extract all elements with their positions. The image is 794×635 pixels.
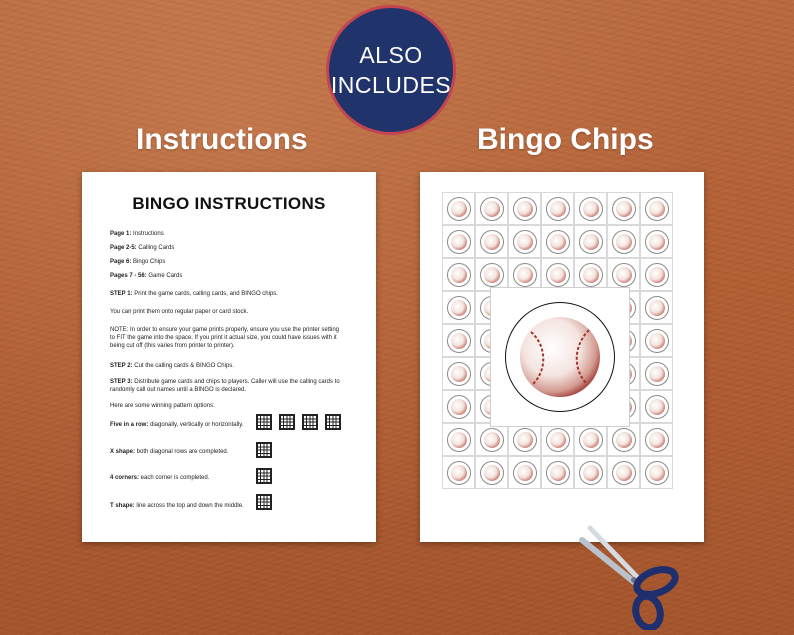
bingo-chip [546, 263, 570, 287]
bingo-chip [579, 197, 603, 221]
bingo-chip [645, 263, 669, 287]
chip-cell [541, 225, 574, 258]
baseball-icon [484, 267, 500, 283]
bingo-chip [513, 428, 537, 452]
bingo-chip [480, 197, 504, 221]
bingo-chip [645, 296, 669, 320]
chip-cell [640, 192, 673, 225]
chip-cell [442, 291, 475, 324]
baseball-icon [451, 300, 467, 316]
baseball-icon [451, 234, 467, 250]
baseball-icon [451, 432, 467, 448]
chip-cell [508, 225, 541, 258]
chip-cell [640, 324, 673, 357]
baseball-icon [616, 234, 632, 250]
chip-zoom-preview [490, 287, 630, 427]
chip-cell [607, 423, 640, 456]
chip-cell [640, 456, 673, 489]
chip-cell [442, 324, 475, 357]
chip-zoom-circle [505, 302, 615, 412]
badge-line-1: ALSO [359, 42, 423, 68]
baseball-icon [451, 465, 467, 481]
baseball-icon [517, 432, 533, 448]
instructions-page [82, 172, 376, 542]
chip-cell [607, 456, 640, 489]
bingo-chip [447, 230, 471, 254]
baseball-icon [550, 432, 566, 448]
baseball-icon [484, 432, 500, 448]
page-line: Pages 7 - 56: Game Cards [110, 273, 183, 279]
chip-cell [607, 225, 640, 258]
chip-cell [475, 192, 508, 225]
pattern-five-in-row: Five in a row: diagonally, vertically or horizontally. [110, 422, 244, 428]
chip-cell [640, 258, 673, 291]
chip-cell [442, 423, 475, 456]
chip-cell [442, 456, 475, 489]
instructions-heading: Instructions [136, 123, 308, 156]
baseball-icon [550, 267, 566, 283]
baseball-icon [616, 432, 632, 448]
chip-cell [541, 192, 574, 225]
chip-cell [475, 456, 508, 489]
baseball-icon [649, 333, 665, 349]
bingo-chip [645, 329, 669, 353]
step-1: STEP 1: Print the game cards, calling cards, and BINGO chips. [110, 291, 278, 297]
baseball-icon [451, 267, 467, 283]
chip-cell [475, 225, 508, 258]
chip-cell [574, 192, 607, 225]
chip-cell [574, 423, 607, 456]
bingo-chip [546, 461, 570, 485]
bingo-chip [612, 263, 636, 287]
bingo-chip [546, 230, 570, 254]
bingo-chip [513, 263, 537, 287]
bingo-chip [612, 230, 636, 254]
bingo-chip [447, 461, 471, 485]
bingo-chip [447, 395, 471, 419]
pattern-t-shape: T shape: line across the top and down the middle. [110, 503, 244, 509]
bingo-chip [645, 230, 669, 254]
baseball-icon [451, 366, 467, 382]
bingo-chip [447, 263, 471, 287]
baseball-icon [517, 465, 533, 481]
baseball-icon [451, 399, 467, 415]
print-note: You can print them onto regular paper or card stock. [110, 309, 249, 315]
patterns-intro: Here are some winning pattern options: [110, 403, 215, 409]
baseball-icon [583, 432, 599, 448]
baseball-icon [550, 234, 566, 250]
step-2: STEP 2: Cut the calling cards & BINGO Chips. [110, 363, 234, 369]
baseball-icon [616, 201, 632, 217]
baseball-icon [649, 432, 665, 448]
baseball-icon [484, 234, 500, 250]
chip-cell [442, 390, 475, 423]
baseball-icon [649, 399, 665, 415]
bingo-chip [447, 362, 471, 386]
step-3: STEP 3: Distribute game cards and chips to players. Caller will use the calling cards to randomly call out names until a BINGO is declared. [110, 379, 340, 393]
chip-cell [640, 390, 673, 423]
baseball-icon [583, 267, 599, 283]
chip-cell [541, 456, 574, 489]
chip-cell [574, 456, 607, 489]
bingo-chip [579, 263, 603, 287]
chip-cell [640, 225, 673, 258]
baseball-icon [583, 201, 599, 217]
bingo-chip [447, 197, 471, 221]
baseball-icon [616, 267, 632, 283]
baseball-icon [484, 201, 500, 217]
bingo-chip [480, 428, 504, 452]
baseball-icon [517, 234, 533, 250]
baseball-icon [649, 234, 665, 250]
baseball-icon [616, 465, 632, 481]
badge-line-2: INCLUDES [330, 72, 452, 98]
bingo-chips-page [420, 172, 704, 542]
chip-cell [442, 225, 475, 258]
chip-cell [607, 192, 640, 225]
chip-cell [508, 192, 541, 225]
baseball-icon [451, 201, 467, 217]
chip-cell [508, 423, 541, 456]
baseball-icon [649, 267, 665, 283]
chip-cell [640, 357, 673, 390]
instructions-title: BINGO INSTRUCTIONS [132, 194, 326, 213]
chip-cell [508, 456, 541, 489]
baseball-icon [517, 267, 533, 283]
baseball-icon [649, 300, 665, 316]
pattern-grid-icon [256, 442, 272, 458]
pattern-grid-icon [302, 414, 318, 430]
bingo-chip [513, 230, 537, 254]
pattern-grid-icon [256, 494, 272, 510]
pattern-grid-icon [256, 468, 272, 484]
bingo-chip [480, 461, 504, 485]
chip-cell [640, 423, 673, 456]
baseball-icon [583, 234, 599, 250]
bingo-chip [645, 395, 669, 419]
chip-cell [442, 258, 475, 291]
bingo-chip [546, 428, 570, 452]
baseball-icon [451, 333, 467, 349]
baseball-icon [550, 465, 566, 481]
bingo-chips-heading: Bingo Chips [477, 123, 654, 156]
baseball-icon [484, 465, 500, 481]
bingo-chip [513, 461, 537, 485]
printer-note: NOTE: In order to ensure your game prints properly, ensure you use the printer setting to FIT the game into the space. If you print it actual size, you could have issues with it being cut off (this varies from printer to printer). [110, 327, 340, 349]
bingo-chip [645, 197, 669, 221]
bingo-chip [513, 197, 537, 221]
pattern-grid-icon [325, 414, 341, 430]
baseball-icon [583, 465, 599, 481]
pattern-x-shape: X shape: both diagonal rows are completed. [110, 449, 229, 455]
bingo-chip [480, 263, 504, 287]
baseball-icon [649, 366, 665, 382]
pattern-four-corners: 4 corners: each corner is completed. [110, 475, 210, 481]
baseball-icon [550, 201, 566, 217]
scissors-icon [572, 520, 692, 630]
bingo-chip [447, 428, 471, 452]
baseball-icon [517, 314, 603, 400]
bingo-chip [579, 230, 603, 254]
baseball-icon [517, 201, 533, 217]
baseball-icon [649, 465, 665, 481]
bingo-chip [612, 197, 636, 221]
pattern-grid-icon [256, 414, 272, 430]
baseball-icon [649, 201, 665, 217]
bingo-chip [612, 428, 636, 452]
bingo-chip [447, 329, 471, 353]
bingo-chip [645, 428, 669, 452]
bingo-chip [546, 197, 570, 221]
also-includes-badge [326, 5, 456, 135]
bingo-chip [579, 428, 603, 452]
page-line: Page 6: Bingo Chips [110, 259, 166, 265]
bingo-chip [612, 461, 636, 485]
bingo-chip [645, 362, 669, 386]
bingo-chip [579, 461, 603, 485]
chip-cell [442, 192, 475, 225]
pattern-grid-icon [279, 414, 295, 430]
page-line: Page 2-5: Calling Cards [110, 245, 175, 251]
chip-cell [541, 423, 574, 456]
bingo-chip [447, 296, 471, 320]
chip-cell [442, 357, 475, 390]
chip-cell [640, 291, 673, 324]
page-line: Page 1: Instructions [110, 231, 164, 237]
chip-cell [574, 225, 607, 258]
chip-cell [475, 423, 508, 456]
bingo-chip [480, 230, 504, 254]
bingo-chip [645, 461, 669, 485]
